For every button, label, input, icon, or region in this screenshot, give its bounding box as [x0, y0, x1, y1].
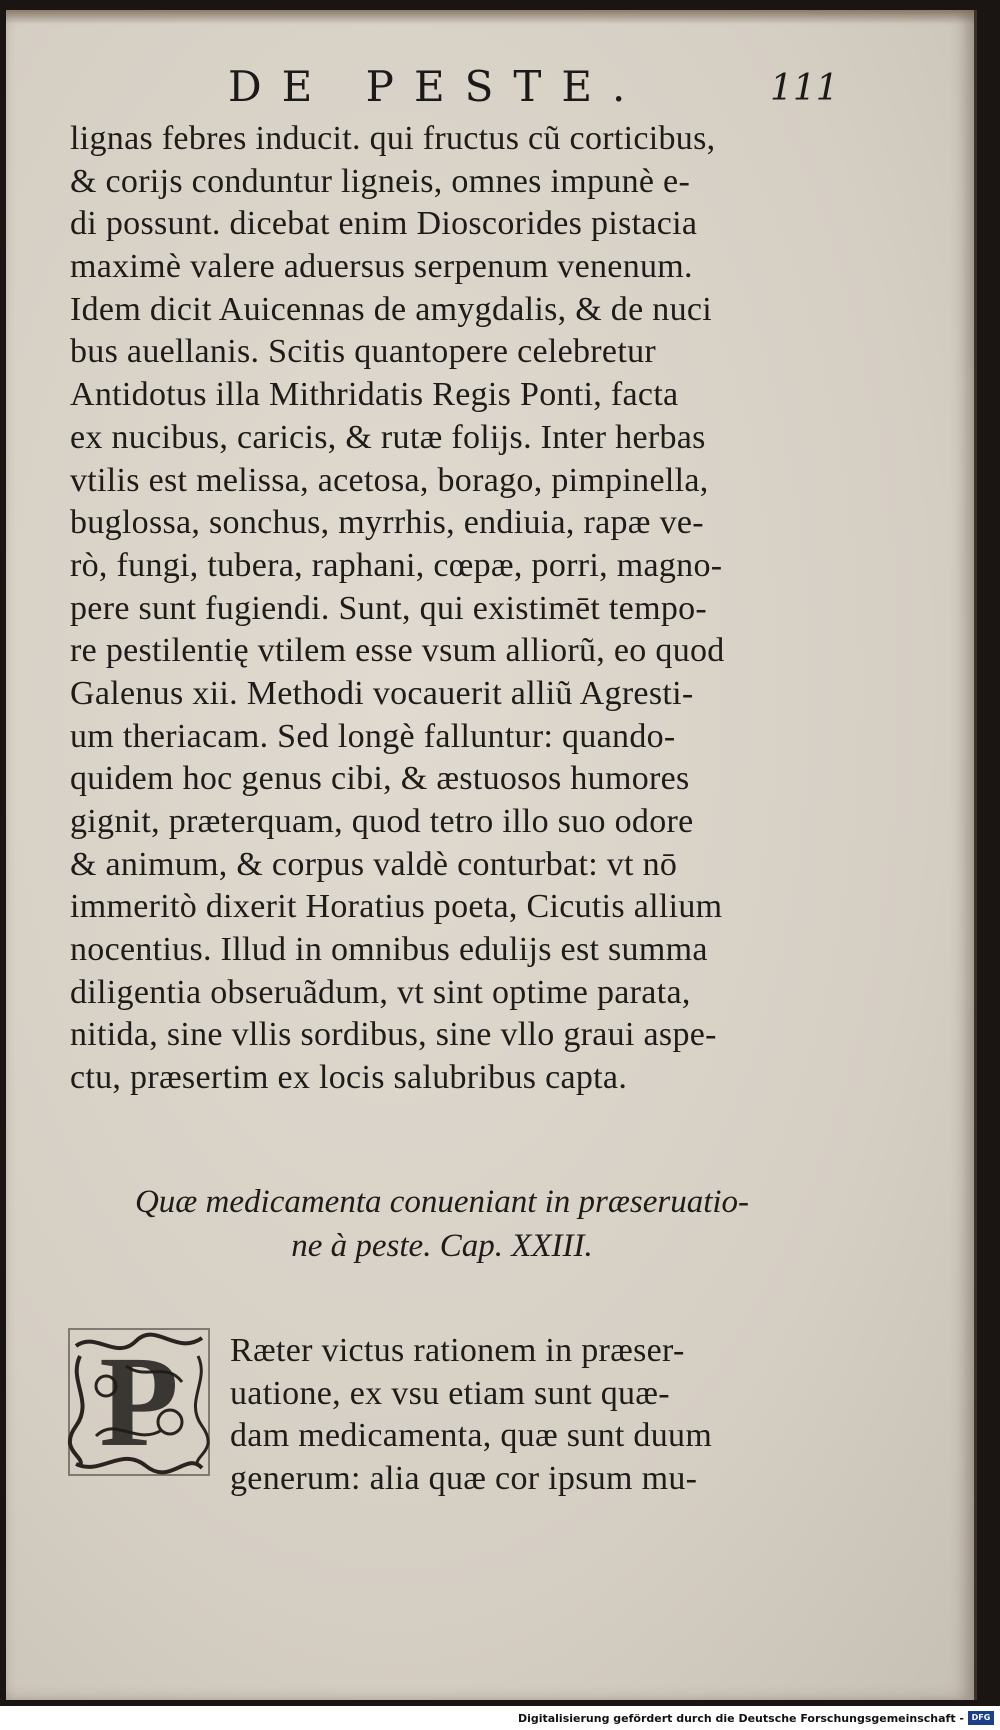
text-line: gignit, præterquam, quod tetro illo suo odore — [70, 803, 694, 840]
digitization-footer — [0, 1706, 1000, 1730]
chapter-heading-line: ne à peste. Cap. XXIII. — [291, 1228, 593, 1264]
body-text — [70, 118, 822, 1100]
text-line: um theriacam. Sed longè falluntur: quando- — [70, 717, 676, 755]
text-line: dam medicamenta, quæ sunt duum — [230, 1417, 713, 1454]
text-line: pere sunt fugiendi. Sunt, qui existimēt tempo- — [70, 589, 708, 627]
text-line: buglossa, sonchus, myrrhis, endiuia, rapæ ve- — [70, 504, 704, 542]
chapter-heading — [102, 1180, 782, 1268]
running-head: DE PESTE. — [228, 62, 646, 111]
text-line: maximè valere aduersus serpenum venenum. — [70, 248, 693, 286]
initial-letter: P — [99, 1330, 179, 1474]
text-line: di possunt. dicebat enim Dioscorides pistacia — [70, 205, 698, 243]
text-line: lignas febres inducit. qui fructus cũ corticibus, — [70, 120, 716, 157]
text-line: immeritò dixerit Horatius poeta, Cicutis allium — [70, 888, 723, 926]
text-line: diligentia obseruãdum, vt sint optime parata, — [70, 973, 691, 1011]
funding-credit: Digitalisierung gefördert durch die Deutsche Forschungsgemeinschaft - — [517, 1712, 964, 1725]
page-edge-shadow — [6, 10, 974, 24]
text-line: vtilis est melissa, acetosa, borago, pimpinella, — [70, 461, 709, 499]
text-line: bus auellanis. Scitis quantopere celebretur — [70, 333, 656, 371]
text-line: & corijs conduntur ligneis, omnes impunè e- — [70, 162, 691, 200]
text-line: re pestilentię vtilem esse vsum alliorũ, eo quod — [70, 632, 725, 670]
page-header — [6, 62, 974, 112]
text-line: Antidotus illa Mithridatis Regis Ponti, facta — [70, 376, 679, 414]
chapter-heading-line: Quæ medicamenta conueniant in præseruatio- — [134, 1184, 750, 1220]
text-line: Galenus xii. Methodi vocauerit alliũ Agresti- — [70, 674, 694, 712]
text-line: Ræter victus rationem in præser- — [230, 1332, 685, 1369]
text-line: quidem hoc genus cibi, & æstuosos humores — [70, 760, 690, 798]
text-line: generum: alia quæ cor ipsum mu- — [230, 1459, 698, 1497]
text-line: ctu, præsertim ex locis salubribus capta. — [70, 1059, 628, 1097]
text-line: Idem dicit Auicennas de amygdalis, & de nuci — [70, 290, 713, 328]
text-line: ex nucibus, caricis, & rutæ folijs. Inter herbas — [70, 418, 706, 456]
text-line: & animum, & corpus valdè conturbat: vt nō — [70, 845, 678, 883]
text-line: nocentius. Illud in omnibus edulijs est summa — [70, 931, 708, 969]
book-page — [6, 10, 977, 1700]
dfg-logo: DFG — [968, 1711, 994, 1725]
text-line: nitida, sine vllis sordibus, sine vllo graui aspe- — [70, 1016, 717, 1054]
page-number: 111 — [770, 68, 839, 109]
decorated-initial — [66, 1326, 212, 1478]
text-line: uatione, ex vsu etiam sunt quæ- — [230, 1374, 670, 1412]
text-line: rò, fungi, tubera, raphani, cœpæ, porri, magno- — [70, 546, 723, 584]
chapter-paragraph — [230, 1330, 810, 1500]
